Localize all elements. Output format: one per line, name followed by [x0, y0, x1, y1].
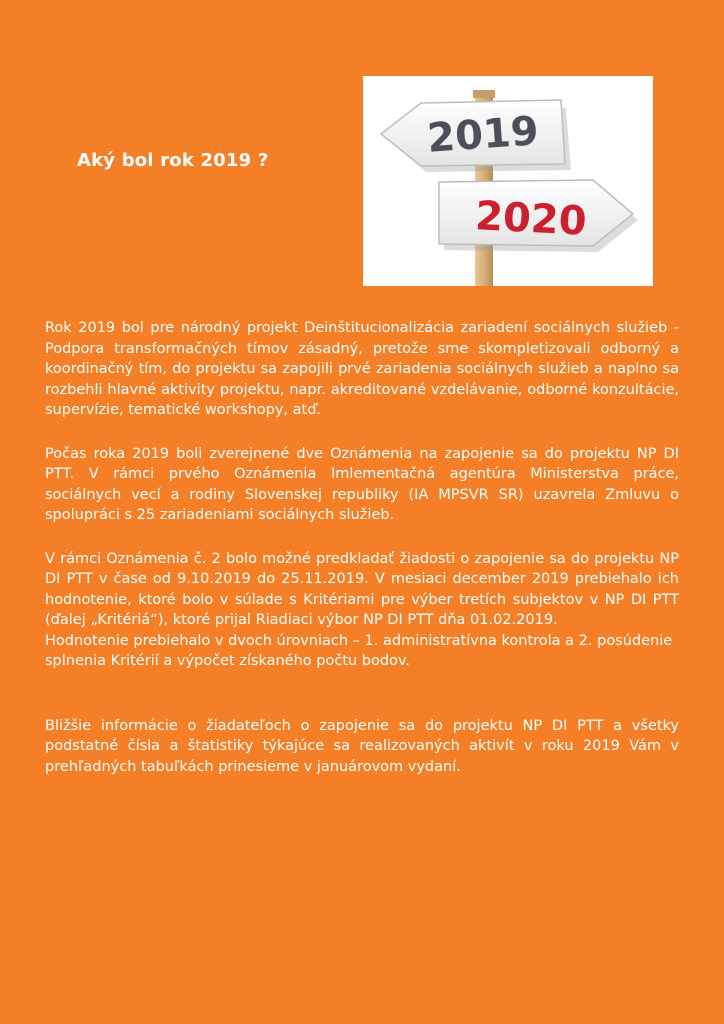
- page-title: Aký bol rok 2019 ?: [77, 150, 269, 171]
- sign-2019-text: 2019: [425, 108, 541, 162]
- paragraph-more-info: Bližšie informácie o žiadateľoch o zapojenie sa do projektu NP DI PTT a všetky podstatné čísla a štatistiky týkajúce sa realizovaných aktivít v roku 2019 Vám v prehľadných tabuľkách prinesieme v januárovom vydaní.: [45, 717, 679, 775]
- paragraph-intro: Rok 2019 bol pre národný projekt Deinštitucionalizácia zariadení sociálnych služieb - Podpora transformačných tímov zásadný, pretože sme skompletizovali odborný a koordinačný tím, do projektu sa zapojili prvé zariadenia sociálnych služieb a naplno sa rozbehli hlavné aktivity projektu, napr. akreditované vzdelávanie, odborné konzultácie, supervízie, tematické workshopy, atď.: [45, 320, 679, 418]
- article-body: [45, 318, 679, 777]
- signpost-illustration: [363, 76, 653, 286]
- paragraph-evaluation: Hodnotenie prebiehalo v dvoch úrovniach – 1. administratívna kontrola a 2. posúdenie splnenia Kritérií a výpočet získaného počtu bodov.: [45, 632, 673, 669]
- paragraph-announcements: Počas roka 2019 boli zverejnené dve Oznámenia na zapojenie sa do projektu NP DI PTT. V rámci prvého Oznámenia Imlementačná agentúra Ministerstva práce, sociálnych vecí a rodiny Slovenskej republiky (IA MPSVR SR) uzavrela Zmluvu o spolupráci s 25 zariadeniami sociálnych služieb.: [45, 445, 679, 523]
- sign-2020-text: 2020: [474, 193, 588, 245]
- paragraph-announcement-2: V rámci Oznámenia č. 2 bolo možné predkladať žiadosti o zapojenie sa do projektu NP DI PTT v čase od 9.10.2019 do 25.11.2019. V mesiaci december 2019 prebiehalo ich hodnotenie, ktoré bolo v súlade s Kritériami pre výber tretích subjektov v NP DI PTT (ďalej „Kritériá“), ktoré prijal Riadiaci výbor NP DI PTT dňa 01.02.2019.: [45, 550, 679, 628]
- sign-2020: [439, 180, 638, 252]
- sign-2019: [381, 100, 571, 172]
- signpost-image: [363, 76, 653, 286]
